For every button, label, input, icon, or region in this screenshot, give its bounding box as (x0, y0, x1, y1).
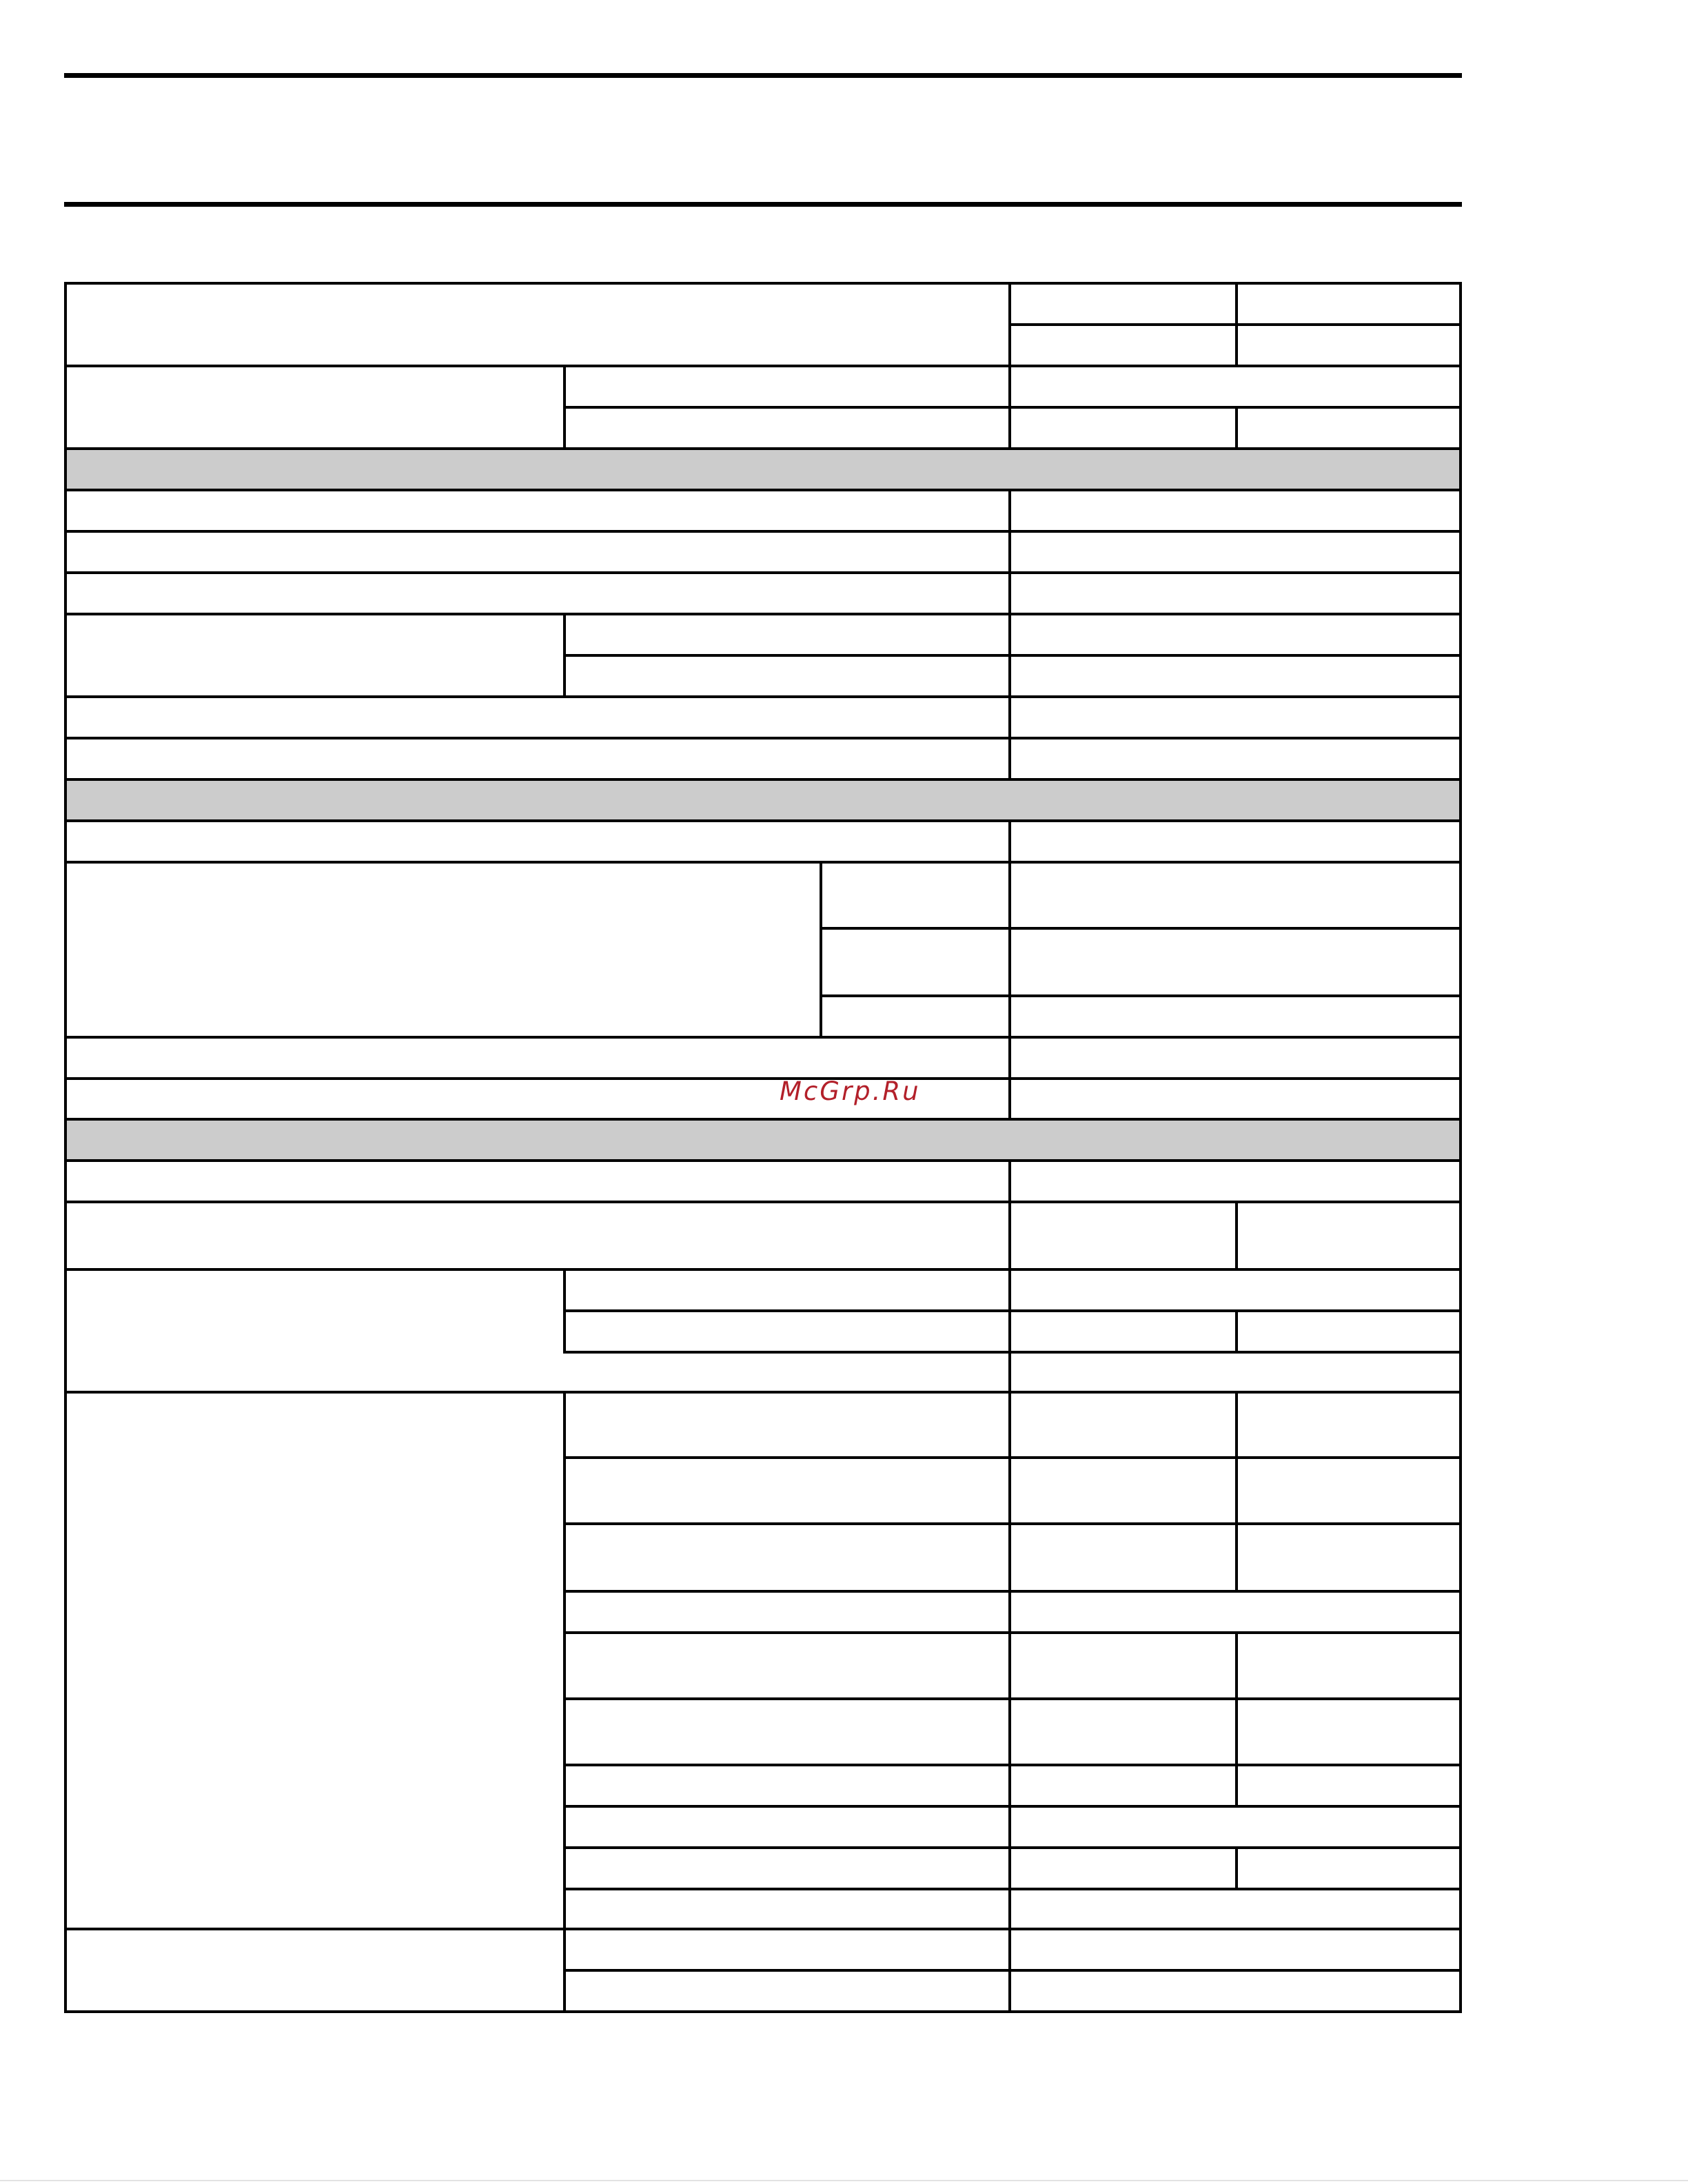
watermark-text: McGrp.Ru (780, 1076, 921, 1106)
section-band-3 (65, 1119, 1461, 1161)
section-band-2 (65, 779, 1461, 821)
section-band-1 (65, 449, 1461, 490)
section-bands (65, 449, 1461, 1161)
page-edge-line (0, 2180, 1688, 2181)
